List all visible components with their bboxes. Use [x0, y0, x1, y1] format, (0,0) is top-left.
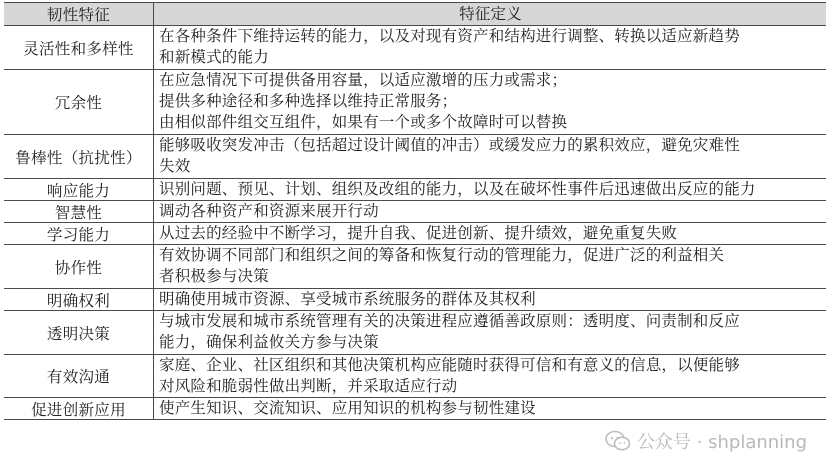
- definition-cell: [154, 245, 826, 288]
- feature-cell: 有效沟通: [4, 355, 154, 397]
- table-row: [4, 26, 826, 70]
- table-body: [4, 26, 826, 420]
- header-feature: 韧性特征: [4, 3, 154, 25]
- definition-line: 调动各种资产和资源来展开行动: [159, 202, 379, 220]
- definition-cell: [154, 201, 826, 222]
- table-row: [4, 179, 826, 201]
- definition-cell: [154, 135, 826, 178]
- definition-line: 识别问题、预见、计划、组织及改组的能力，以及在破坏性事件后迅速做出反应的能力: [159, 180, 756, 198]
- definition-line: 家庭、企业、社区组织和其他决策机构应能随时获得可信和有意义的信息，以便能够: [159, 356, 740, 374]
- definition-line: 在各种条件下维持运转的能力，以及对现有资产和结构进行调整、转换以适应新趋势: [159, 27, 740, 45]
- watermark: [605, 428, 807, 454]
- feature-cell: 鲁棒性（抗扰性）: [4, 135, 154, 178]
- resilience-table: [4, 2, 826, 420]
- feature-cell: 学习能力: [4, 223, 154, 244]
- definition-line: 能力，确保利益攸关方参与决策: [159, 333, 379, 351]
- feature-cell: 响应能力: [4, 179, 154, 200]
- definition-line: 明确使用城市资源、享受城市系统服务的群体及其权利: [159, 290, 536, 308]
- definition-line: 使产生知识、交流知识、应用知识的机构参与韧性建设: [159, 399, 536, 417]
- table-row: [4, 201, 826, 223]
- definition-cell: [154, 179, 826, 200]
- definition-cell: [154, 289, 826, 310]
- feature-cell: 促进创新应用: [4, 398, 154, 419]
- definition-cell: [154, 26, 826, 69]
- definition-cell: [154, 70, 826, 134]
- feature-cell: 灵活性和多样性: [4, 26, 154, 69]
- definition-line: 在应急情况下可提供备用容量，以适应激增的压力或需求；: [159, 71, 568, 89]
- feature-cell: 协作性: [4, 245, 154, 288]
- definition-line: 能够吸收突发冲击（包括超过设计阈值的冲击）或缓发应力的累积效应，避免灾难性: [159, 136, 740, 154]
- table-row: [4, 135, 826, 179]
- definition-line: 与城市发展和城市系统管理有关的决策进程应遵循善政原则：透明度、问责制和反应: [159, 312, 740, 330]
- definition-line: 对风险和脆弱性做出判断，并采取适应行动: [159, 377, 458, 395]
- definition-line: 有效协调不同部门和组织之间的筹备和恢复行动的管理能力，促进广泛的利益相关: [159, 246, 725, 264]
- definition-line: 提供多种途径和多种选择以维持正常服务；: [159, 92, 458, 110]
- definition-cell: [154, 223, 826, 244]
- definition-line: 失效: [159, 157, 191, 175]
- wechat-icon: [605, 430, 631, 452]
- definition-cell: [154, 311, 826, 354]
- definition-line: 者积极参与决策: [159, 267, 269, 285]
- definition-cell: [154, 355, 826, 397]
- table-row: [4, 245, 826, 289]
- table-row: [4, 311, 826, 355]
- definition-line: 和新模式的能力: [159, 48, 269, 66]
- header-definition: 特征定义: [459, 5, 522, 23]
- table-row: [4, 70, 826, 135]
- table-header-row: [4, 2, 826, 26]
- feature-cell: 透明决策: [4, 311, 154, 354]
- feature-cell: 冗余性: [4, 70, 154, 134]
- definition-cell: [154, 398, 826, 419]
- definition-line: 从过去的经验中不断学习，提升自我、促进创新、提升绩效，避免重复失败: [159, 224, 678, 242]
- watermark-text: 公众号 · shplanning: [636, 432, 807, 453]
- table-row: [4, 355, 826, 398]
- table-row: [4, 289, 826, 311]
- feature-cell: 智慧性: [4, 201, 154, 222]
- table-row: [4, 223, 826, 245]
- feature-cell: 明确权利: [4, 289, 154, 310]
- table-row: [4, 398, 826, 420]
- definition-line: 由相似部件组交互组件，如果有一个或多个故障时可以替换: [159, 113, 568, 131]
